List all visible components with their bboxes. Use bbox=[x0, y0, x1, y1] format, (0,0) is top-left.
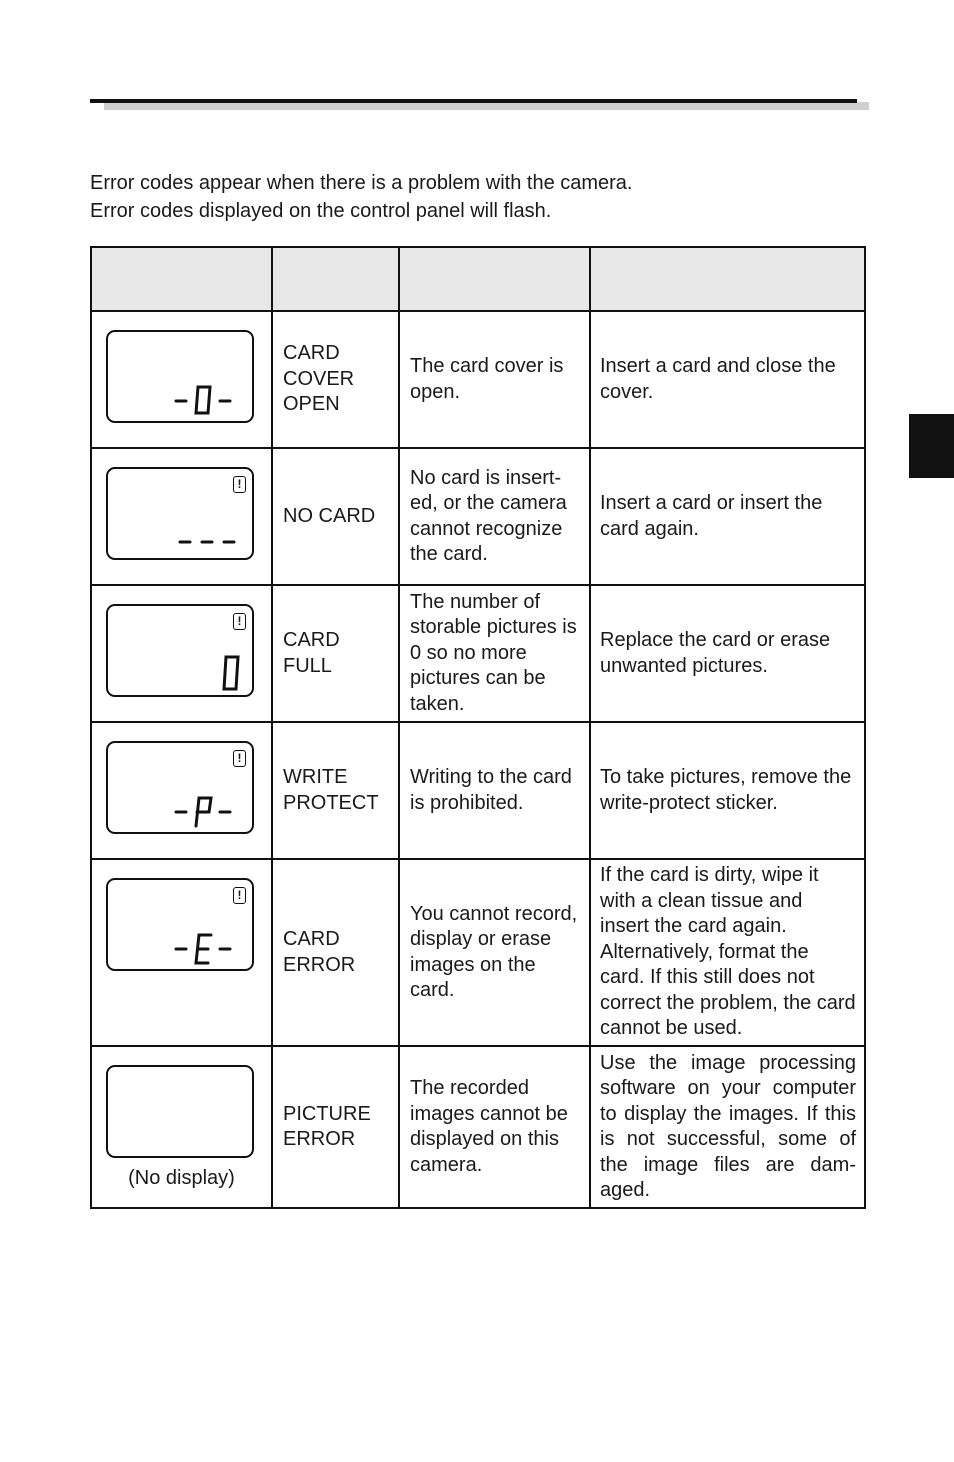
table-row bbox=[91, 448, 865, 585]
error-cause: Writing to the card is prohibited. bbox=[399, 722, 590, 859]
code-line: WRITE bbox=[283, 766, 348, 788]
card-warning-icon: ! bbox=[233, 750, 246, 767]
code-line: OPEN bbox=[283, 393, 340, 416]
intro-line-2: Error codes displayed on the control panel will flash. bbox=[90, 200, 552, 222]
error-cause: The card cover is open. bbox=[399, 311, 590, 448]
error-code bbox=[272, 585, 399, 722]
card-warning-icon: ! bbox=[233, 613, 246, 630]
error-action: Replace the card or erase unwanted pictures. bbox=[590, 585, 865, 722]
lcd-display-cell bbox=[91, 722, 272, 859]
error-code bbox=[272, 1046, 399, 1208]
intro-line-1: Error codes appear when there is a problem with the camera. bbox=[90, 172, 633, 194]
error-action: Insert a card and close the cover. bbox=[590, 311, 865, 448]
table-row bbox=[91, 585, 865, 722]
header-rule-shadow bbox=[104, 102, 869, 110]
code-line: CARD bbox=[283, 342, 340, 365]
chapter-tab bbox=[909, 414, 954, 478]
lcd-code-card-full bbox=[174, 653, 244, 693]
table-row bbox=[91, 722, 865, 859]
header-rule bbox=[90, 99, 857, 103]
error-action: Insert a card or insert the card again. bbox=[590, 448, 865, 585]
error-cause: No card is insert-ed, or the camera cannot recognize the card. bbox=[399, 448, 590, 585]
lcd-code-card-error bbox=[174, 927, 244, 967]
lcd-code-no-card bbox=[174, 516, 244, 556]
error-code bbox=[272, 311, 399, 448]
lcd-code-write-protect bbox=[174, 790, 244, 830]
error-code bbox=[272, 448, 399, 585]
code-line: FULL bbox=[283, 654, 332, 677]
card-warning-icon: ! bbox=[233, 476, 246, 493]
error-cause: You cannot record, display or erase images on the card. bbox=[399, 859, 590, 1046]
table-row bbox=[91, 311, 865, 448]
lcd-display bbox=[106, 467, 254, 560]
error-action: To take pictures, remove the write-protect sticker. bbox=[590, 722, 865, 859]
header-display bbox=[91, 247, 272, 311]
lcd-display bbox=[106, 1065, 254, 1158]
error-action: If the card is dirty, wipe it with a clean tissue and insert the card again. Alternatively, format the card. If this still does not correct the problem, the card cannot be used. bbox=[590, 859, 865, 1046]
table-row bbox=[91, 1046, 865, 1208]
code-line: COVER bbox=[283, 367, 355, 390]
code-line: PICTURE bbox=[283, 1102, 371, 1125]
code-line: CARD bbox=[283, 928, 340, 950]
lcd-display bbox=[106, 741, 254, 834]
code-line: NO CARD bbox=[283, 504, 376, 527]
error-code bbox=[272, 859, 399, 1046]
card-warning-icon: ! bbox=[233, 887, 246, 904]
lcd-display-cell bbox=[91, 585, 272, 722]
table-row bbox=[91, 859, 865, 1046]
lcd-code-cover-open bbox=[174, 379, 244, 419]
header-action bbox=[590, 247, 865, 311]
header-cause bbox=[399, 247, 590, 311]
code-line: ERROR bbox=[283, 1128, 356, 1150]
table-header-row bbox=[91, 247, 865, 311]
lcd-display-cell bbox=[91, 448, 272, 585]
lcd-display bbox=[106, 330, 254, 423]
code-line: CARD bbox=[283, 629, 340, 651]
no-display-label: (No display) bbox=[128, 1166, 235, 1189]
lcd-display bbox=[106, 604, 254, 697]
header-code bbox=[272, 247, 399, 311]
intro-text bbox=[90, 169, 633, 225]
lcd-display-cell bbox=[91, 1046, 272, 1208]
error-code bbox=[272, 722, 399, 859]
error-code-table bbox=[90, 246, 866, 1209]
lcd-display bbox=[106, 878, 254, 971]
lcd-display-cell bbox=[91, 311, 272, 448]
code-line: PROTECT bbox=[283, 791, 379, 814]
error-cause: The number of storable pictures is 0 so no more pictures can be taken. bbox=[399, 585, 590, 722]
code-line: ERROR bbox=[283, 953, 356, 976]
lcd-display-cell bbox=[91, 859, 272, 1046]
error-cause: The recorded images cannot be displayed on this camera. bbox=[399, 1046, 590, 1208]
error-action: Use the image processing software on your computer to display the images. If this is not successful, some of the image files are dam-aged. bbox=[590, 1046, 865, 1208]
